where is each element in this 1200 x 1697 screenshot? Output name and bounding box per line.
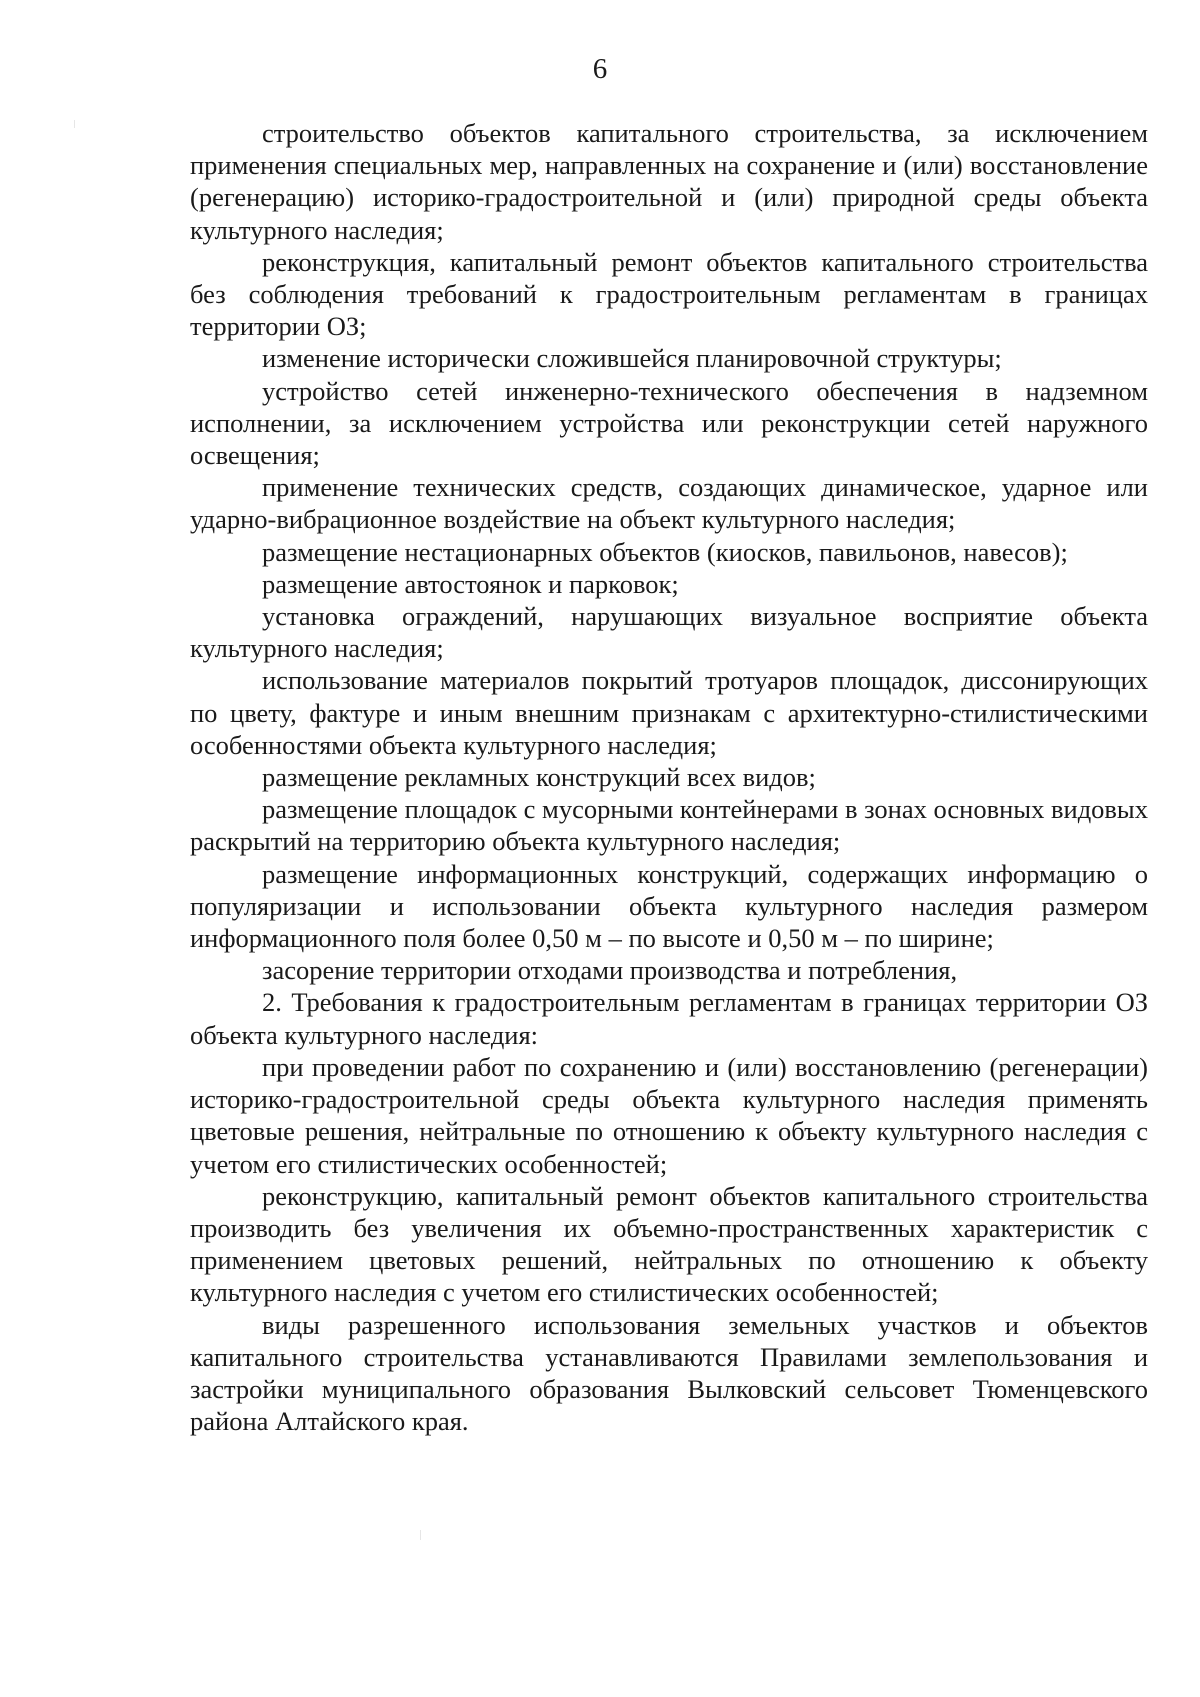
- paragraph-fences: установка ограждений, нарушающих визуальное восприятие объекта культурного наследия;: [190, 601, 1148, 664]
- paragraph-littering: засорение территории отходами производства и потребления,: [262, 955, 958, 986]
- paragraph-engineering-networks: устройство сетей инженерно-технического обеспечения в надземном исполнении, за исключением устройства или реконструкции сетей наружного освещения;: [190, 375, 1148, 471]
- paragraph-reconstruction-requirements: реконструкцию, капитальный ремонт объектов капитального строительства производить без увеличения их объемно-пространственных характеристик с применением цветовых решений, нейтральных по отношению к объекту культурного наследия с учетом его стилистических особенностей;: [190, 1180, 1148, 1308]
- paragraph-permitted-use: виды разрешенного использования земельных участков и объектов капитального строительства устанавливаются Правилами землепользования и застройки муниципального образования Вылковский сельсовет Тюменцевского района Алтайского края.: [190, 1309, 1148, 1437]
- paragraph-parking: размещение автостоянок и парковок;: [262, 568, 679, 599]
- paragraph-information-structures: размещение информационных конструкций, содержащих информацию о популяризации и использовании объекта культурного наследия размером информационного поля более 0,50 м – по высоте и 0,50 м – по ширине;: [190, 858, 1148, 954]
- paragraph-construction: строительство объектов капитального строительства, за исключением применения специальных мер, направленных на сохранение и (или) восстановление (регенерацию) историко-градостроительной и (или) природной среды объекта культурного наследия;: [190, 118, 1148, 245]
- paragraph-waste-containers: размещение площадок с мусорными контейнерами в зонах основных видовых раскрытий на территорию объекта культурного наследия;: [190, 794, 1148, 857]
- paragraph-non-stationary-objects: размещение нестационарных объектов (киосков, павильонов, навесов);: [262, 536, 1068, 567]
- paragraph-advertising: размещение рекламных конструкций всех видов;: [262, 762, 816, 793]
- paragraph-reconstruction: реконструкция, капитальный ремонт объектов капитального строительства без соблюдения требований к градостроительным регламентам в границах территории ОЗ;: [190, 246, 1148, 342]
- scan-mark-left: [74, 120, 75, 128]
- paragraph-color-solutions: при проведении работ по сохранению и (или) восстановлению (регенерации) историко-градостроительной среды объекта культурного наследия применять цветовые решения, нейтральные по отношению к объекту культурного наследия с учетом его стилистических особенностей;: [190, 1051, 1148, 1179]
- document-body: [190, 117, 1148, 1437]
- paragraph-technical-means: применение технических средств, создающих динамическое, ударное или ударно-вибрационное воздействие на объект культурного наследия;: [190, 472, 1148, 535]
- scan-mark-bottom: [420, 1530, 421, 1540]
- paragraph-section-2-heading: 2. Требования к градостроительным регламентам в границах территории ОЗ объекта культурного наследия:: [190, 987, 1148, 1050]
- page-number: 6: [592, 53, 608, 85]
- paragraph-planning-structure: изменение исторически сложившейся планировочной структуры;: [262, 343, 1002, 374]
- paragraph-materials: использование материалов покрытий тротуаров площадок, диссонирующих по цвету, фактуре и иным внешним признакам с архитектурно-стилистическими особенностями объекта культурного наследия;: [190, 665, 1148, 760]
